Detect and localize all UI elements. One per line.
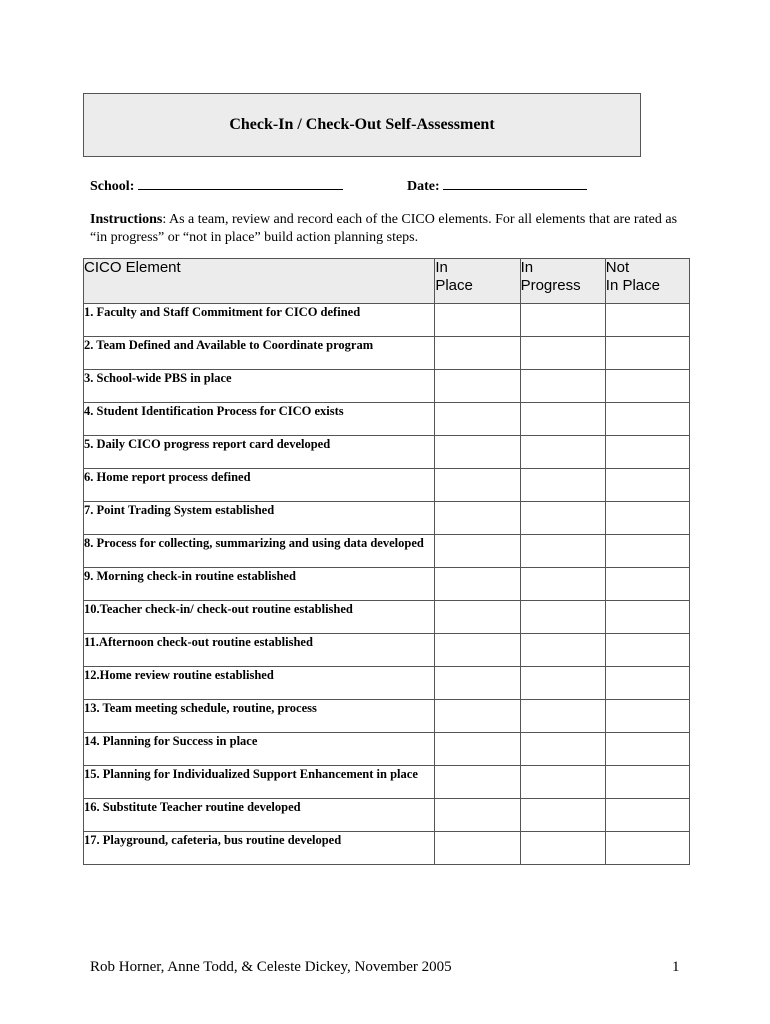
in-place-cell[interactable] [435, 766, 520, 799]
school-field: School: [90, 175, 343, 195]
in-place-cell[interactable] [435, 832, 520, 865]
table-row [84, 403, 690, 436]
not-in-place-cell[interactable] [605, 370, 689, 403]
table-row [84, 799, 690, 832]
cico-element-cell: 12.Home review routine established [84, 667, 435, 700]
in-place-cell[interactable] [435, 535, 520, 568]
in-progress-cell[interactable] [520, 370, 605, 403]
cico-element-cell: 9. Morning check-in routine established [84, 568, 435, 601]
table-row [84, 469, 690, 502]
cico-element-cell: 5. Daily CICO progress report card developed [84, 436, 435, 469]
in-place-cell[interactable] [435, 634, 520, 667]
in-progress-cell[interactable] [520, 634, 605, 667]
in-place-cell[interactable] [435, 568, 520, 601]
table-row [84, 634, 690, 667]
in-progress-cell[interactable] [520, 469, 605, 502]
not-in-place-cell[interactable] [605, 436, 689, 469]
in-progress-cell[interactable] [520, 667, 605, 700]
table-row [84, 700, 690, 733]
in-place-cell[interactable] [435, 370, 520, 403]
cico-element-cell: 11.Afternoon check-out routine established [84, 634, 435, 667]
in-progress-cell[interactable] [520, 733, 605, 766]
not-in-place-cell[interactable] [605, 799, 689, 832]
not-in-place-cell[interactable] [605, 667, 689, 700]
document-title-box [83, 93, 641, 157]
in-place-cell[interactable] [435, 700, 520, 733]
table-row [84, 337, 690, 370]
in-place-cell[interactable] [435, 667, 520, 700]
in-progress-cell[interactable] [520, 436, 605, 469]
not-in-place-cell[interactable] [605, 469, 689, 502]
cico-element-cell: 4. Student Identification Process for CICO exists [84, 403, 435, 436]
in-progress-cell[interactable] [520, 304, 605, 337]
table-row [84, 370, 690, 403]
footer-authors: Rob Horner, Anne Todd, & Celeste Dickey, November 2005 [90, 959, 452, 975]
cico-element-cell: 17. Playground, cafeteria, bus routine developed [84, 832, 435, 865]
header-in-progress: In Progress [520, 259, 605, 304]
in-progress-cell[interactable] [520, 601, 605, 634]
school-blank-line[interactable] [138, 175, 343, 190]
table-row [84, 436, 690, 469]
in-place-cell[interactable] [435, 403, 520, 436]
not-in-place-cell[interactable] [605, 337, 689, 370]
table-row [84, 832, 690, 865]
in-place-cell[interactable] [435, 601, 520, 634]
cico-element-cell: 13. Team meeting schedule, routine, process [84, 700, 435, 733]
not-in-place-cell[interactable] [605, 502, 689, 535]
not-in-place-cell[interactable] [605, 766, 689, 799]
school-label: School [90, 179, 130, 194]
in-progress-cell[interactable] [520, 766, 605, 799]
header-cico-element: CICO Element [84, 259, 435, 304]
cico-element-cell: 6. Home report process defined [84, 469, 435, 502]
not-in-place-cell[interactable] [605, 733, 689, 766]
not-in-place-cell[interactable] [605, 568, 689, 601]
in-place-cell[interactable] [435, 502, 520, 535]
cico-element-cell: 7. Point Trading System established [84, 502, 435, 535]
not-in-place-cell[interactable] [605, 700, 689, 733]
cico-element-cell: 2. Team Defined and Available to Coordinate program [84, 337, 435, 370]
in-progress-cell[interactable] [520, 832, 605, 865]
header-in-place: In Place [435, 259, 520, 304]
table-header-row [84, 259, 690, 304]
table-body [84, 304, 690, 865]
footer-page-number: 1 [672, 959, 680, 975]
in-progress-cell[interactable] [520, 502, 605, 535]
in-place-cell[interactable] [435, 304, 520, 337]
date-field [407, 175, 587, 195]
in-progress-cell[interactable] [520, 700, 605, 733]
cico-element-cell: 14. Planning for Success in place [84, 733, 435, 766]
in-progress-cell[interactable] [520, 535, 605, 568]
in-progress-cell[interactable] [520, 403, 605, 436]
date-label: Date: [407, 179, 440, 194]
cico-element-cell: 3. School-wide PBS in place [84, 370, 435, 403]
in-place-cell[interactable] [435, 733, 520, 766]
not-in-place-cell[interactable] [605, 304, 689, 337]
in-place-cell[interactable] [435, 799, 520, 832]
date-blank-line[interactable] [443, 175, 587, 190]
table-row [84, 502, 690, 535]
not-in-place-cell[interactable] [605, 535, 689, 568]
document-title: Check-In / Check-Out Self-Assessment [229, 116, 495, 133]
not-in-place-cell[interactable] [605, 634, 689, 667]
in-place-cell[interactable] [435, 436, 520, 469]
not-in-place-cell[interactable] [605, 601, 689, 634]
instructions-text: As a team, review and record each of the CICO elements. For all elements that are rated as “in progress” or “not in place” build action planning steps. [90, 212, 678, 245]
cico-element-cell: 15. Planning for Individualized Support Enhancement in place [84, 766, 435, 799]
table-row [84, 667, 690, 700]
not-in-place-cell[interactable] [605, 832, 689, 865]
cico-element-cell: 8. Process for collecting, summarizing and using data developed [84, 535, 435, 568]
in-progress-cell[interactable] [520, 568, 605, 601]
instructions: Instructions: As a team, review and record each of the CICO elements. For all elements that are rated as “in progress” or “not in place” build action planning steps. [90, 212, 678, 245]
instructions-label: Instructions [90, 212, 163, 227]
table-row [84, 304, 690, 337]
in-progress-cell[interactable] [520, 337, 605, 370]
in-progress-cell[interactable] [520, 799, 605, 832]
in-place-cell[interactable] [435, 469, 520, 502]
table-row [84, 766, 690, 799]
table-row [84, 601, 690, 634]
cico-element-cell: 16. Substitute Teacher routine developed [84, 799, 435, 832]
not-in-place-cell[interactable] [605, 403, 689, 436]
in-place-cell[interactable] [435, 337, 520, 370]
header-not-in-place: Not In Place [605, 259, 689, 304]
cico-element-cell: 10.Teacher check-in/ check-out routine established [84, 601, 435, 634]
table-row [84, 733, 690, 766]
cico-element-cell: 1. Faculty and Staff Commitment for CICO defined [84, 304, 435, 337]
table-row [84, 568, 690, 601]
table-row [84, 535, 690, 568]
cico-assessment-table [83, 258, 690, 865]
